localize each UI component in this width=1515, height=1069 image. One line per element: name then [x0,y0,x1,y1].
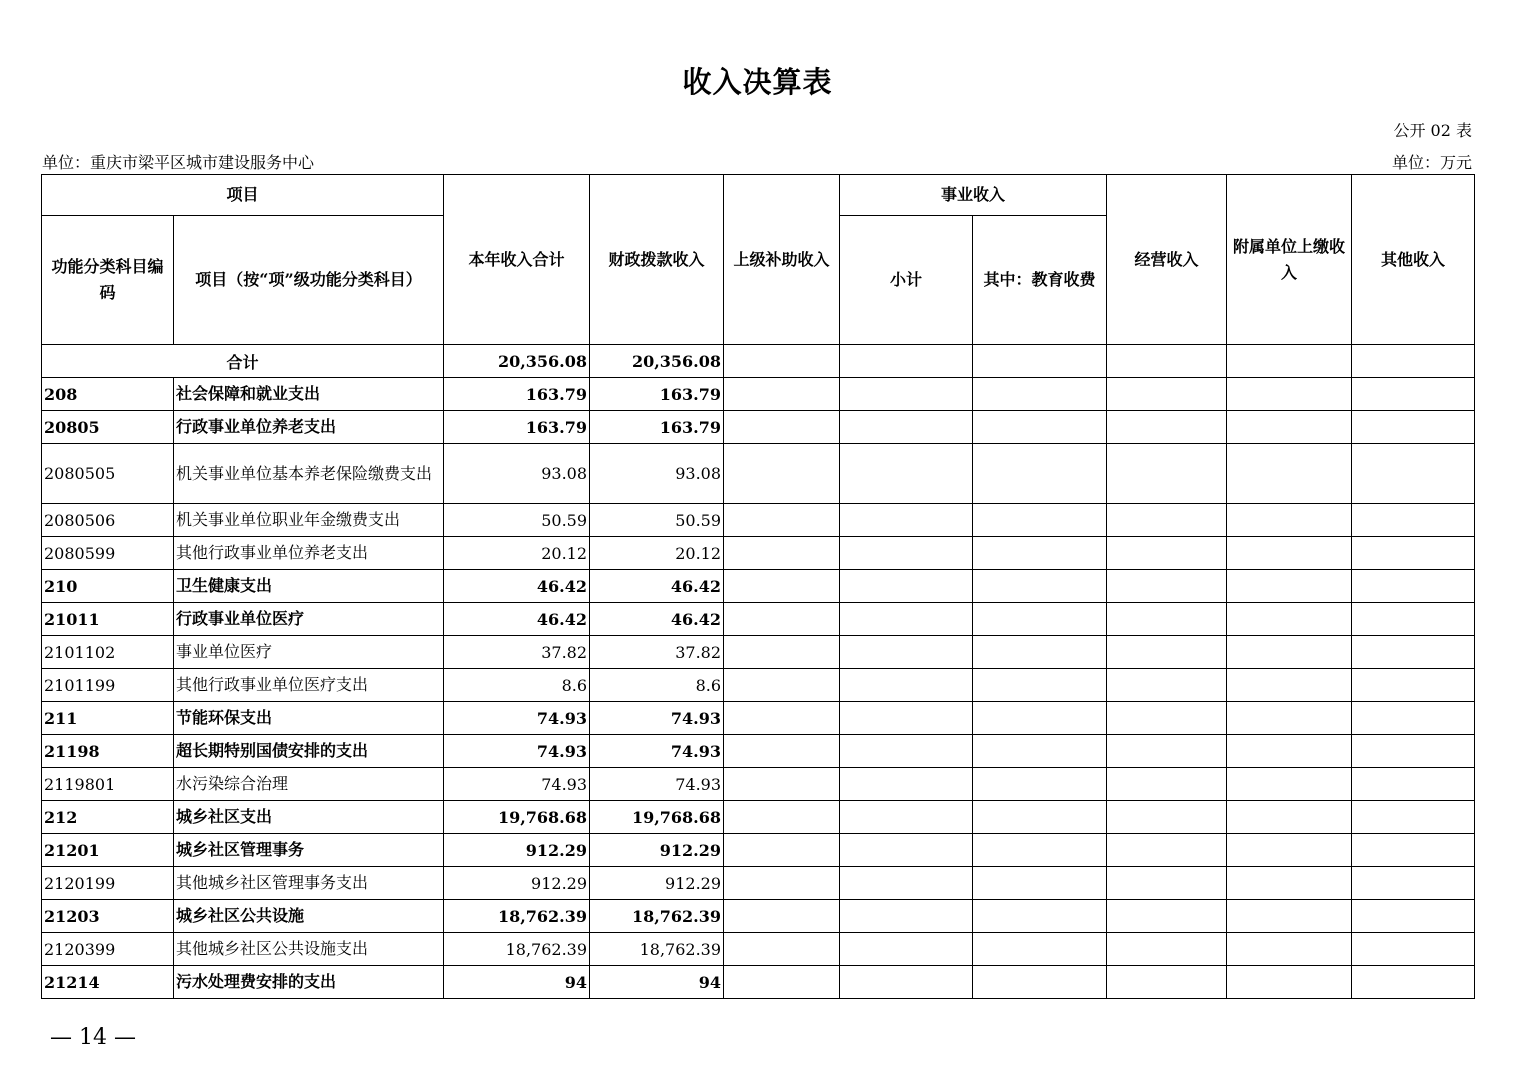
empty-cell [1107,345,1227,378]
row-fiscal: 46.42 [590,570,724,603]
row-fiscal: 19,768.68 [590,801,724,834]
header-fiscal: 财政拨款收入 [590,175,724,345]
empty-cell [973,378,1107,411]
page-title: 收入决算表 [682,65,833,99]
empty-cell [1227,834,1352,867]
empty-cell [1107,411,1227,444]
empty-cell [1352,537,1475,570]
header-other: 其他收入 [1352,175,1475,345]
empty-cell [724,867,840,900]
row-fiscal: 37.82 [590,636,724,669]
empty-cell [724,801,840,834]
row-code: 2080506 [42,504,174,537]
empty-cell [1227,504,1352,537]
empty-cell [1107,444,1227,504]
empty-cell [973,735,1107,768]
row-name: 城乡社区支出 [174,801,444,834]
empty-cell [1352,735,1475,768]
empty-cell [1107,570,1227,603]
row-name: 超长期特别国债安排的支出 [174,735,444,768]
empty-cell [973,603,1107,636]
empty-cell [1107,669,1227,702]
table-row [42,444,1475,504]
total-row [42,345,1475,378]
row-total-income: 163.79 [444,411,590,444]
table-row [42,702,1475,735]
row-code: 211 [42,702,174,735]
table-row [42,834,1475,867]
table-row [42,636,1475,669]
row-name: 节能环保支出 [174,702,444,735]
empty-cell [1107,933,1227,966]
empty-cell [840,867,973,900]
header-superior: 上级补助收入 [724,175,840,345]
empty-cell [724,702,840,735]
empty-cell [973,669,1107,702]
currency-unit: 单位：万元 [1391,153,1472,172]
row-name: 行政事业单位医疗 [174,603,444,636]
table-row [42,603,1475,636]
empty-cell [840,966,973,999]
empty-cell [973,504,1107,537]
empty-cell [840,834,973,867]
row-fiscal: 18,762.39 [590,900,724,933]
row-name: 城乡社区管理事务 [174,834,444,867]
row-name: 污水处理费安排的支出 [174,966,444,999]
header-affiliated: 附属单位上缴收入 [1227,175,1352,345]
table-row [42,411,1475,444]
row-code: 2101102 [42,636,174,669]
empty-cell [840,768,973,801]
row-total-income: 93.08 [444,444,590,504]
empty-cell [1227,768,1352,801]
table-row [42,801,1475,834]
empty-cell [1352,345,1475,378]
empty-cell [973,444,1107,504]
row-name: 其他行政事业单位养老支出 [174,537,444,570]
empty-cell [724,444,840,504]
empty-cell [973,801,1107,834]
header-subtotal: 小计 [840,216,973,345]
empty-cell [973,636,1107,669]
empty-cell [1227,345,1352,378]
table-row [42,378,1475,411]
empty-cell [1227,570,1352,603]
row-total-income: 912.29 [444,834,590,867]
empty-cell [1352,702,1475,735]
header-total-income: 本年收入合计 [444,175,590,345]
row-name: 其他城乡社区管理事务支出 [174,867,444,900]
row-total-income: 912.29 [444,867,590,900]
table-row [42,735,1475,768]
empty-cell [1352,669,1475,702]
empty-cell [840,603,973,636]
row-fiscal: 93.08 [590,444,724,504]
row-total-income: 74.93 [444,768,590,801]
form-number: 公开 02 表 [1393,121,1472,140]
empty-cell [840,345,973,378]
empty-cell [840,801,973,834]
empty-cell [840,702,973,735]
row-code: 20805 [42,411,174,444]
empty-cell [973,768,1107,801]
empty-cell [1107,867,1227,900]
row-fiscal: 50.59 [590,504,724,537]
row-code: 2080599 [42,537,174,570]
empty-cell [724,378,840,411]
table-row [42,867,1475,900]
page-number: — 14 — [50,1025,136,1050]
table-row [42,768,1475,801]
header-name: 项目（按“项”级功能分类科目） [174,216,444,345]
empty-cell [840,900,973,933]
row-fiscal: 46.42 [590,603,724,636]
row-code: 2101199 [42,669,174,702]
empty-cell [1227,444,1352,504]
empty-cell [1352,504,1475,537]
empty-cell [1107,768,1227,801]
empty-cell [1227,669,1352,702]
table-row [42,504,1475,537]
row-code: 2119801 [42,768,174,801]
table-row [42,933,1475,966]
empty-cell [724,735,840,768]
empty-cell [973,570,1107,603]
empty-cell [1352,378,1475,411]
empty-cell [1227,702,1352,735]
empty-cell [1227,735,1352,768]
header-business: 事业收入 [840,175,1107,216]
row-total-income: 18,762.39 [444,900,590,933]
empty-cell [724,504,840,537]
row-total-income: 18,762.39 [444,933,590,966]
empty-cell [1107,603,1227,636]
reporting-unit: 单位：重庆市梁平区城市建设服务中心 [42,153,315,172]
empty-cell [724,900,840,933]
empty-cell [1107,801,1227,834]
empty-cell [840,669,973,702]
empty-cell [1107,834,1227,867]
empty-cell [1227,867,1352,900]
row-code: 210 [42,570,174,603]
empty-cell [840,933,973,966]
row-total-income: 8.6 [444,669,590,702]
row-code: 21011 [42,603,174,636]
empty-cell [840,378,973,411]
row-code: 2080505 [42,444,174,504]
row-code: 21201 [42,834,174,867]
row-name: 机关事业单位职业年金缴费支出 [174,504,444,537]
row-code: 2120399 [42,933,174,966]
empty-cell [840,504,973,537]
row-total-income: 94 [444,966,590,999]
empty-cell [1352,966,1475,999]
total-income-value: 20,356.08 [444,345,590,378]
row-name: 行政事业单位养老支出 [174,411,444,444]
row-code: 208 [42,378,174,411]
row-total-income: 20.12 [444,537,590,570]
row-total-income: 74.93 [444,702,590,735]
empty-cell [1227,636,1352,669]
empty-cell [1227,378,1352,411]
row-fiscal: 163.79 [590,378,724,411]
empty-cell [1352,933,1475,966]
row-total-income: 74.93 [444,735,590,768]
empty-cell [1352,900,1475,933]
row-total-income: 46.42 [444,603,590,636]
empty-cell [1352,570,1475,603]
header-operating: 经营收入 [1107,175,1227,345]
row-name: 城乡社区公共设施 [174,900,444,933]
empty-cell [1227,603,1352,636]
empty-cell [1352,603,1475,636]
empty-cell [840,636,973,669]
row-fiscal: 74.93 [590,735,724,768]
row-fiscal: 912.29 [590,867,724,900]
row-fiscal: 18,762.39 [590,933,724,966]
total-label: 合计 [42,345,444,378]
row-name: 其他行政事业单位医疗支出 [174,669,444,702]
table-row [42,900,1475,933]
row-fiscal: 20.12 [590,537,724,570]
empty-cell [1227,966,1352,999]
empty-cell [1352,636,1475,669]
empty-cell [973,345,1107,378]
empty-cell [973,537,1107,570]
row-total-income: 50.59 [444,504,590,537]
empty-cell [1352,411,1475,444]
empty-cell [1352,834,1475,867]
empty-cell [724,603,840,636]
row-total-income: 37.82 [444,636,590,669]
row-name: 水污染综合治理 [174,768,444,801]
empty-cell [1107,966,1227,999]
empty-cell [724,669,840,702]
empty-cell [973,933,1107,966]
empty-cell [973,411,1107,444]
empty-cell [973,900,1107,933]
row-name: 社会保障和就业支出 [174,378,444,411]
empty-cell [1107,702,1227,735]
row-fiscal: 912.29 [590,834,724,867]
row-name: 事业单位医疗 [174,636,444,669]
row-fiscal: 74.93 [590,702,724,735]
empty-cell [973,834,1107,867]
table-body [42,345,1475,999]
row-fiscal: 94 [590,966,724,999]
table-row [42,669,1475,702]
empty-cell [1227,801,1352,834]
row-fiscal: 163.79 [590,411,724,444]
empty-cell [724,834,840,867]
row-code: 21198 [42,735,174,768]
empty-cell [1227,933,1352,966]
empty-cell [1352,768,1475,801]
empty-cell [1352,444,1475,504]
row-name: 其他城乡社区公共设施支出 [174,933,444,966]
empty-cell [724,345,840,378]
row-code: 212 [42,801,174,834]
empty-cell [1107,636,1227,669]
empty-cell [840,735,973,768]
empty-cell [1107,378,1227,411]
empty-cell [973,702,1107,735]
empty-cell [1107,537,1227,570]
row-total-income: 46.42 [444,570,590,603]
empty-cell [1107,735,1227,768]
empty-cell [1352,867,1475,900]
empty-cell [1227,537,1352,570]
empty-cell [1107,900,1227,933]
empty-cell [840,444,973,504]
empty-cell [1227,411,1352,444]
empty-cell [973,867,1107,900]
empty-cell [973,966,1107,999]
empty-cell [724,966,840,999]
row-total-income: 163.79 [444,378,590,411]
empty-cell [724,537,840,570]
row-code: 21214 [42,966,174,999]
total-fiscal-value: 20,356.08 [590,345,724,378]
header-item: 项目 [42,175,444,216]
empty-cell [724,933,840,966]
empty-cell [1352,801,1475,834]
empty-cell [724,570,840,603]
row-fiscal: 8.6 [590,669,724,702]
empty-cell [840,570,973,603]
row-code: 21203 [42,900,174,933]
header-code: 功能分类科目编码 [42,216,174,345]
row-code: 2120199 [42,867,174,900]
empty-cell [840,537,973,570]
income-table [41,174,1475,999]
table-row [42,570,1475,603]
row-total-income: 19,768.68 [444,801,590,834]
empty-cell [1227,900,1352,933]
empty-cell [724,636,840,669]
empty-cell [724,768,840,801]
row-fiscal: 74.93 [590,768,724,801]
empty-cell [1107,504,1227,537]
empty-cell [724,411,840,444]
row-name: 卫生健康支出 [174,570,444,603]
empty-cell [840,411,973,444]
table-row [42,966,1475,999]
table-row [42,537,1475,570]
row-name: 机关事业单位基本养老保险缴费支出 [174,444,444,504]
header-education: 其中：教育收费 [973,216,1107,345]
